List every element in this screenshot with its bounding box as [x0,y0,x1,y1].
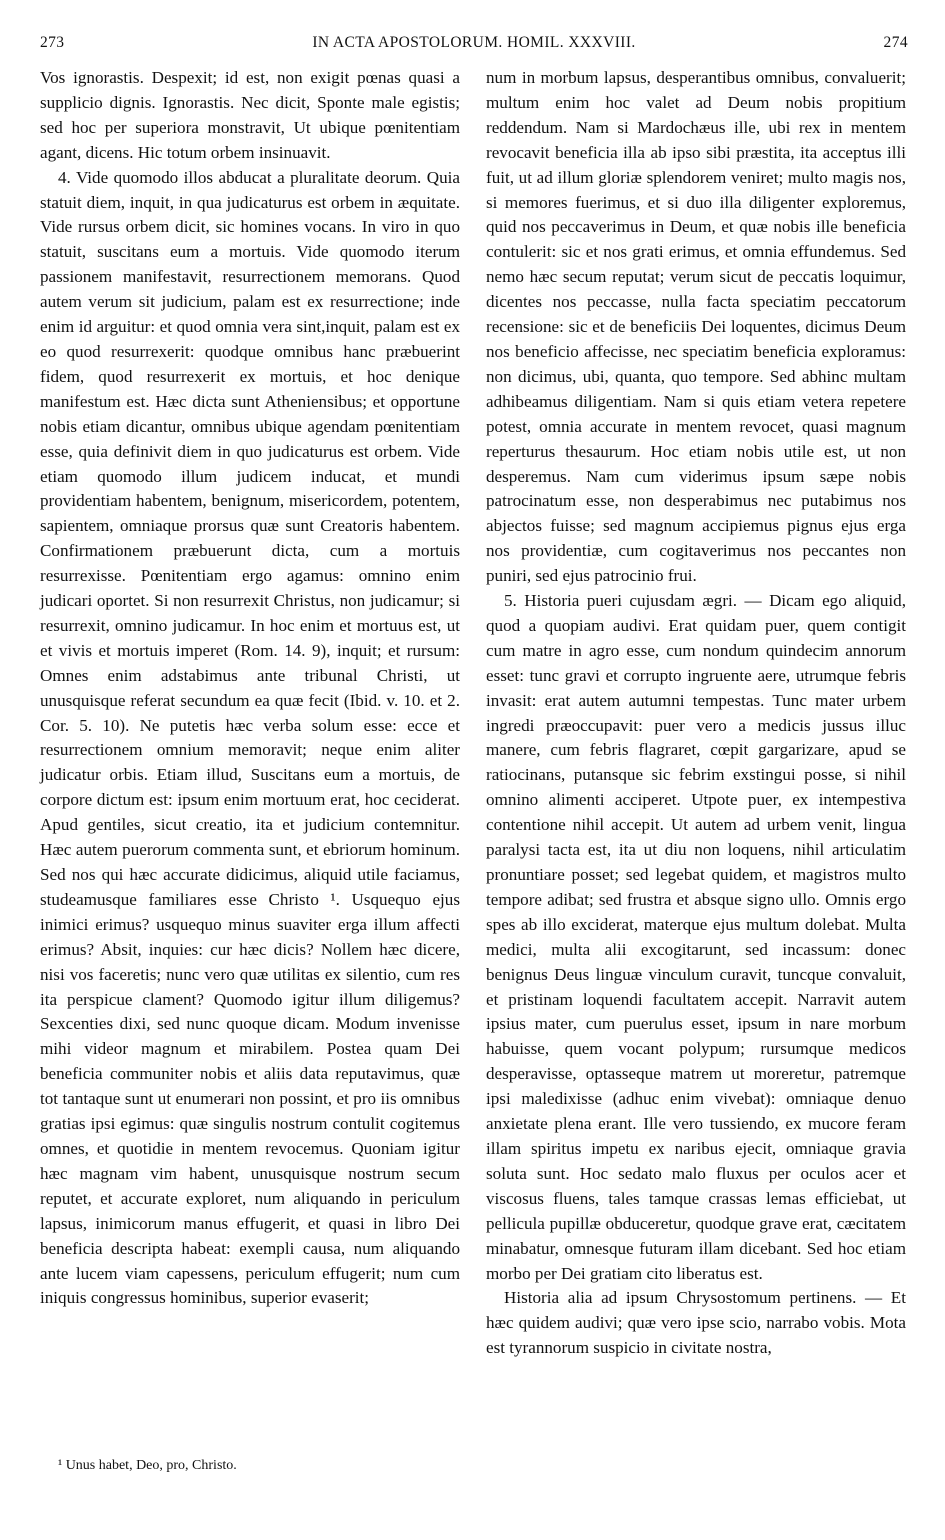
footnote-text: ¹ Unus habet, Deo, pro, Christo. [58,1458,237,1473]
paragraph: Vos ignorastis. Despexit; id est, non exigit pœnas quasi a supplicio dignis. Ignorastis. Nec dicit, Sponte male egistis; sed hoc per superiora monstravit, Ut ubique pœnitentiam agant, dicens. Hic totum orbem insinuavit. [40,68,460,162]
page-number-left: 273 [40,34,65,51]
paragraph: 5. Historia pueri cujusdam ægri. — Dicam ego aliquid, quod a quopiam audivi. Erat quidam puer, quem contigit cum matre in agro esse, cum nondum quindecim annorum esset: tunc gravi et corrupto ingruente aere, utrumque febris invasit: erat autem autumni tempestas. Tunc mater urbem ingredi præoccupavit: puer vero a medicis jussus illuc manere, cum febris flagraret, cœpit gargarizare, apud se ratiocinans, putansque sic febrim exstingui posse, si nihil omnino alimenti acciperet. Utpote puer, ex intempestiva contentione nihil accepit. Ut autem ad urbem venit, lingua paralysi tacta est, ita ut diu non loquens, nihil articulatim pronuntiare posset; sed legebat quidem, et magistros multo tempore adibat; sed frustra et absque signo ullo. Omnis ergo spes ab illo exciderat, materque ejus multum dolebat. Multa medici, multa alii excogitarunt, sed incassum: donec benignus Deus linguæ vinculum curavit, tuncque convaluit, et pristinam loquendi facultatem accepit. Narravit autem ipsius mater, cum puerulus esset, ipsum in nare morbum habuisse, quem vocant polypum; rursumque medicos desperavisse, optasseque matrem ut moreretur, patremque ipsi maledixisse (adhuc enim vivebat): omniaque denuo anxietate plena erant. Ille vero tussiendo, ex mucore feram illam spiritus impetu ex naribus ejecit, omniaque gravia soluta sunt. Hoc sedato malo fluxus per oculos acer et viscosus fluens, tales tamque crassas lemas efficiebat, ut pellicula pupillæ obduceretur, quodque grave erat, cæcitatem minabatur, omnesque futuram illam dicebant. Sed hoc etiam morbo per Dei gratiam cito liberatus est. [486,591,906,1283]
paragraph: Historia alia ad ipsum Chrysostomum pertinens. — Et hæc quidem audivi; quæ vero ipse scio, narrabo vobis. Mota est tyrannorum suspicio in civitate nostra, [486,1288,906,1358]
right-column [486,66,906,1361]
footnote [40,1457,460,1475]
paragraph: num in morbum lapsus, desperantibus omnibus, convaluerit; multum enim hoc valet ad Deum nobis propitium reddendum. Nam si Mardochæus ille, ubi rex in mentem revocavit beneficia illa ab ipso sibi præstita, ita acceptus illi fuit, ut ad illum gloriæ splendorem veniret; multo magis nos, si memores fuerimus, et si duo illa diligenter exploremus, quid nos peccaverimus in Deum, et quæ nobis ille beneficia contulerit: sic et nos grati erimus, et omnia effundemus. Sed nemo hæc secum reputat; verum sicut de peccatis loquimur, dicentes nos peccasse, nulla facta speciatim peccatorum recensione: sic et de beneficiis Dei loquentes, dicimus Deum nos beneficio affecisse, nec speciatim beneficia exploramus: non dicimus, ubi, quanta, quo tempore. Sed abhinc multam adhibeamus diligentiam. Nam si quis etiam vetera repetere potest, omnia accurate in mentem revocet, quasi magnum reperturus thesaurum. Hoc etiam nobis utile est, ut non desperemus. Nam cum viderimus ipsum sæpe nobis patrocinatum esse, non desperabimus nec putabimus nos abjectos fuisse; sed magnum accipiemus pignus ejus erga nos providentiæ, cum cogitaverimus nos peccantes non puniri, sed ejus patrocinio frui. [486,68,906,586]
running-title: IN ACTA APOSTOLORUM. HOMIL. XXXVIII. [312,34,636,51]
page-number-right: 274 [883,34,908,51]
paragraph: 4. Vide quomodo illos abducat a pluralitate deorum. Quia statuit diem, inquit, in qua judicaturus est orbem in æquitate. Vide rursus orbem dicit, sic homines vocans. In viro in quo statuit, suscitans eum a mortuis. Vide quomodo iterum passionem manifestavit, resurrectionem memorans. Quod autem verum sit judicium, palam est ex resurrectione; inde enim id arguitur: et quod omnia vera sint,inquit, palam est ex eo quod resurrexerit: quodque omnibus hanc præbuerint fidem, quod resurrexerit ex mortuis, et hoc denique manifestum est. Hæc dicta sunt Atheniensibus; et opportune nobis etiam dicantur, omnibus ubique agendam pœnitentiam esse, quia definivit diem in quo judicaturus est orbem. Vide etiam quomodo illum judicem inducat, et mundi providentiam habentem, benignum, misericordem, potentem, sapientem, omniaque prorsus quæ sunt Creatoris habentem. Confirmationem præbuerunt dicta, cum a mortuis resurrexisse. Pœnitentiam ergo agamus: omnino enim judicari oportet. Si non resurrexit Christus, non judicamur; si resurrexit, omnino judicamur. In hoc enim et mortuus est, ut et vivis et mortuis imperet (Rom. 14. 9), inquit; et rursum: Omnes enim adstabimus ante tribunal Christi, ut unusquisque referat secundum ea quæ fecit (Ibid. v. 10. et 2. Cor. 5. 10). Ne putetis hæc verba solum esse: ecce et resurrectionem omnium memoravit; neque enim aliter judicatur orbis. Etiam illud, Suscitans eum a mortuis, de corpore dictum est: ipsum enim mortuum erat, hoc ceciderat. Apud gentiles, sicut creatio, ita et judicium contemnitur. Hæc autem puerorum commenta sunt, et ebriorum hominum. Sed nos qui hæc accurate didicimus, aliquid utile faciamus, studeamusque familiares esse Christo ¹. Usquequo ejus inimici erimus? usquequo minus suaviter erga illum affecti erimus? Absit, inquies: cur hæc dicis? Nollem hæc dicere, nisi vos faceretis; nunc vero quæ utilitas ex silentio, cum res ita perspicue clament? Quomodo igitur illum diligemus? Sexcenties dixi, sed nunc quoque dicam. Modum invenisse mihi videor magnum et mirabilem. Postea quam Dei beneficia communiter nobis et aliis data reputavimus, quæ tot tantaque sunt ut enumerari non possint, et pro iis omnibus gratias ipsi egimus: quæ singulis nostrum contulit cogitemus omnes, et quotidie in mentem revocemus. Quoniam igitur hæc magnam vim habent, unusquisque nostrum secum reputet, et accurate exploret, num aliquando in periculum lapsus, inimicorum manus effugerit, et quasi in libro Dei beneficia descripta habeat: exempli causa, num aliquando ante lucem viam capessens, periculum effugerit; num cum iniquis congressus hominibus, superior evaserit; [40,167,460,1308]
left-column [40,66,460,1311]
page-header [40,34,908,58]
